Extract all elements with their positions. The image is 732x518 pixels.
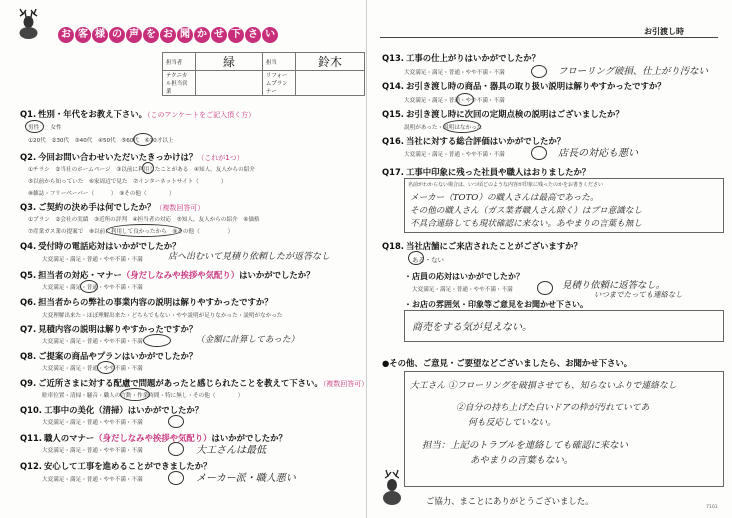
question-9 [20,377,368,389]
question-14 [382,80,666,92]
q-number: Q2. [20,152,37,162]
info-label: リフォームプランナー [263,71,296,96]
q-number: Q3. [20,202,37,212]
q17-line1: メーカー（TOTO）の職人さんは最高であった。 [410,193,599,203]
q8-rating[interactable]: 大変満足・満足・普通・やや不満・不満 [42,366,143,372]
title-char: い [262,27,278,43]
q16-comment: 店長の対応も悪い [558,148,638,159]
question-4 [20,240,181,252]
planner-name-field[interactable]: 鈴木 [296,53,365,71]
q-number: Q7. [20,324,37,334]
q18-options[interactable]: ある・ない [412,256,444,264]
q-number: Q15. [382,109,404,119]
q2-options[interactable]: ①チラシ ②当社のホームページ ③以前に利用したことがある ④知人、友人からの紹介 [28,167,255,173]
q-text: ご契約の決め手は何でしたか？ [38,202,156,212]
title-char: 聞 [177,27,193,43]
q-text: 担当者の対応・マナー [38,270,122,280]
other-line4: 担当：上記のトラブルを連絡しても確認に来ない [422,440,628,451]
title-bar [58,22,310,41]
tech-field[interactable] [196,71,263,96]
answer-circle [106,224,182,237]
info-label: テクニカル担当営業 [163,71,196,96]
answer-circle [531,146,547,160]
other-line1: 大工さん ①フローリングを破損させても、知らないふりで連絡なし [410,381,677,391]
q-text: はいかがでしたか？ [211,433,287,443]
q-text: お引き渡し時の商品・器具の取り扱い説明は解りやすかったですか？ [405,81,666,91]
answer-circle [133,133,153,146]
q18-sub2: ・お店の雰囲気・印象等ご意見をお聞かせ下さい。 [404,300,588,309]
page-fold [366,0,367,518]
q7-comment: （金額に計算してあった） [196,335,300,345]
q-pink-note: （身だしなみや挨拶や気配り） [94,433,212,443]
q3-options[interactable]: ⑦産業ガス業の提案で ⑧以前に利用して良かったから ⑨その他（ ） [28,229,234,235]
reform-field[interactable] [296,71,365,96]
q2-options[interactable]: ⑧雑誌・フリーペーパー（ ） ⑨その他（ ） [28,191,175,197]
q-text: お引き渡し時に次回の定期点検の説明はございましたか？ [405,109,624,119]
q-text: はいかがでしたか？ [239,270,315,280]
answer-circle [80,280,98,293]
right-page-title: お引渡し時 [644,27,684,36]
question-3 [20,201,204,213]
question-13 [382,52,540,64]
info-label: 担当 [263,53,296,71]
question-5 [20,269,315,281]
q17-line3: 不具合連絡しても現状確認に来ない。あやまりの言葉も無し [410,219,643,229]
q12-comment: メーカー派・職人悪い [196,473,296,484]
title-char: を [143,27,159,43]
q13-comment: フローリング破損、仕上がり汚ない [558,66,708,77]
q-pink-note: （身だしなみや挨拶や気配り） [121,270,240,280]
q-number: Q4. [20,241,37,251]
reindeer-logo [14,6,50,40]
q-text: 今回お問い合わせいただいたきっかけは？ [38,152,198,162]
q10-rating[interactable]: 大変満足・満足・普通・やや不満・不満 [42,420,143,426]
title-char: せ [211,27,227,43]
q-number: Q9. [20,378,37,388]
q-text: 職人のマナー [43,433,95,443]
q9-options[interactable]: 駐車位置・清掃・騒音・職人の言動・作業時間・特に無し・その他（ ） [42,393,244,399]
q14-rating[interactable]: 大変満足・満足・普通・やや不満・不満 [404,98,505,104]
other-comments-label: ●その他、ご意見・ご要望などございましたら、お聞かせ下さい。 [382,358,633,368]
answer-circle [531,65,547,78]
question-12 [20,460,211,472]
other-line2: ②自分の持ち上げた白いドアの枠が汚れていてあ [456,403,650,413]
answer-circle [168,415,184,428]
title-char: お [160,27,176,43]
other-line3: 何も反応していない。 [468,418,556,428]
question-2 [20,151,244,163]
title-char: 様 [92,27,108,43]
title-char: お [58,27,74,43]
q12-rating[interactable]: 大変満足・満足・普通・やや不満・不満 [42,477,143,483]
q6-rating[interactable]: 大変理解出来た・ほぼ理解出来た・どちらでもない・やや説明が足りなかった・説明がなかった [42,313,283,319]
reindeer-mascot-icon [378,466,408,506]
q-hint: （このアンケートをご記入頂く方） [147,111,256,119]
answer-circle [120,388,150,401]
header-divider [380,37,718,38]
answer-circle [143,334,171,347]
q-text: 工事中の美化（清掃）はいかがでしたか？ [43,405,204,415]
q-text: 担当者からの弊社の事業内容の説明は解りやすかったですか？ [38,297,273,307]
question-15 [382,108,624,120]
question-17 [382,166,590,178]
q13-rating[interactable]: 大変満足・満足・普通・やや不満・不満 [404,70,505,76]
q-hint: （複数回答可） [155,204,205,212]
answer-circle [537,281,553,295]
q-text: 受付時の電話応対はいかがでしたか？ [38,241,181,251]
q-text: 見積内容の説明は解りやすかったですか？ [38,324,198,334]
answer-circle [142,162,154,174]
q18-sub1: ・店員の応対はいかがでしたか？ [404,272,524,281]
q11-comment: 大工さんは最低 [196,445,266,456]
q-number: Q10. [20,405,42,415]
q-text: 安心して工事を進めることができましたか？ [43,461,212,471]
title-char: 下 [228,27,244,43]
q1-age-options[interactable]: ①20代 ②30代 ③40代 ④50代 ⑤60代 ⑥70才以上 [28,138,174,144]
other-line5: あやまりの言葉もない。 [470,455,574,466]
q-text: 工事の仕上がりはいかがでしたか？ [405,53,540,63]
answer-circle [443,120,481,133]
q-text: 当社に対する総合評価はいかがでしたか？ [405,136,566,146]
q16-rating[interactable]: 大変満足・満足・普通・やや不満・不満 [404,152,505,158]
q5-rating[interactable]: 大変満足・満足・普通・やや不満・不満 [42,285,143,291]
question-1 [20,108,255,120]
question-7 [20,323,197,335]
q-text: 性別・年代をお教え下さい。 [38,109,148,119]
q-number: Q16. [382,136,404,146]
form-code: 7101 [706,505,718,510]
answer-circle [168,442,184,456]
q4-rating[interactable]: 大変満足・満足・普通・やや不満・不満 [42,257,143,263]
q-text: 工事中印象に残った社員や職人はおりましたか？ [405,167,591,177]
q18-comment-b: いつまでたっても連絡なし [594,290,683,299]
info-label: 担当者 [163,53,196,71]
answer-circle [456,93,474,106]
q1-gender-options[interactable]: 男性 女性 [28,125,62,131]
title-char: の [109,27,125,43]
title-char: 声 [126,27,142,43]
q11-rating[interactable]: 大変満足・満足・普通・やや不満・不満 [42,448,143,454]
q-number: Q14. [382,81,404,91]
q-text: ご提案の商品やプランはいかがでしたか？ [38,351,198,361]
q3-options[interactable]: ①プラン ②会社の実績 ③近所の評判 ④担当者の対応 ⑤知人、友人からの紹介 ⑥価格 [28,217,260,223]
title-char: か [194,27,210,43]
q17-note: 名前がわからない場合は、いつ頃どのような内容が印象に残ったのかをお書きください [408,182,604,188]
q-number: Q8. [20,351,37,361]
q17-line2: その他の職人さん（ガス業者職人さん除く）はプロ意識なし [410,206,643,216]
q-text: 当社店舗にご来店されたことがございますか？ [405,241,582,251]
question-6 [20,296,273,308]
q-number: Q6. [20,297,37,307]
title-char: さ [245,27,261,43]
title-char: 客 [75,27,91,43]
q4-comment: 店へ出むいて見積り依頼したが返答なし [168,252,331,262]
q2-options[interactable]: ⑤以前から知っていた ⑥家周辺で見た ⑦インターネットサイト（ ） [28,179,227,185]
q-number: Q17. [382,167,404,177]
question-18 [382,240,582,252]
answer-circle [408,251,424,265]
q-text: ご近所さまに対する配慮で問題があったと感じられたことを教えて下さい。 [38,378,323,388]
q15-options[interactable]: 説明があった・説明はなかった [404,125,483,131]
q-number: Q13. [382,53,404,63]
q18-comment-a: 見積り依頼に返答なし。 [562,280,666,291]
answer-circle [25,120,44,133]
q-number: Q18. [382,241,404,251]
q-hint: （複数回答可） [322,380,369,388]
q-number: Q5. [20,270,37,280]
q7-rating[interactable]: 大変満足・満足・普通・やや不満・不満 [42,339,143,345]
answer-circle [168,471,184,485]
answer-circle [97,361,115,374]
q18-sub1-rating[interactable]: 大変満足・満足・普通・やや不満・不満 [412,287,513,293]
question-8 [20,350,197,362]
staff-info-table [162,52,365,96]
thanks-footer: ご協力、まことにありがとうございました。 [426,496,594,506]
q-number: Q1. [20,109,37,119]
q-hint: （これが1つ） [197,154,244,162]
q18-comment-c: 商売をする気が見えない。 [412,322,532,333]
staff-name-field[interactable]: 緑 [196,53,263,71]
q-number: Q12. [20,461,42,471]
q-number: Q11. [20,433,42,443]
